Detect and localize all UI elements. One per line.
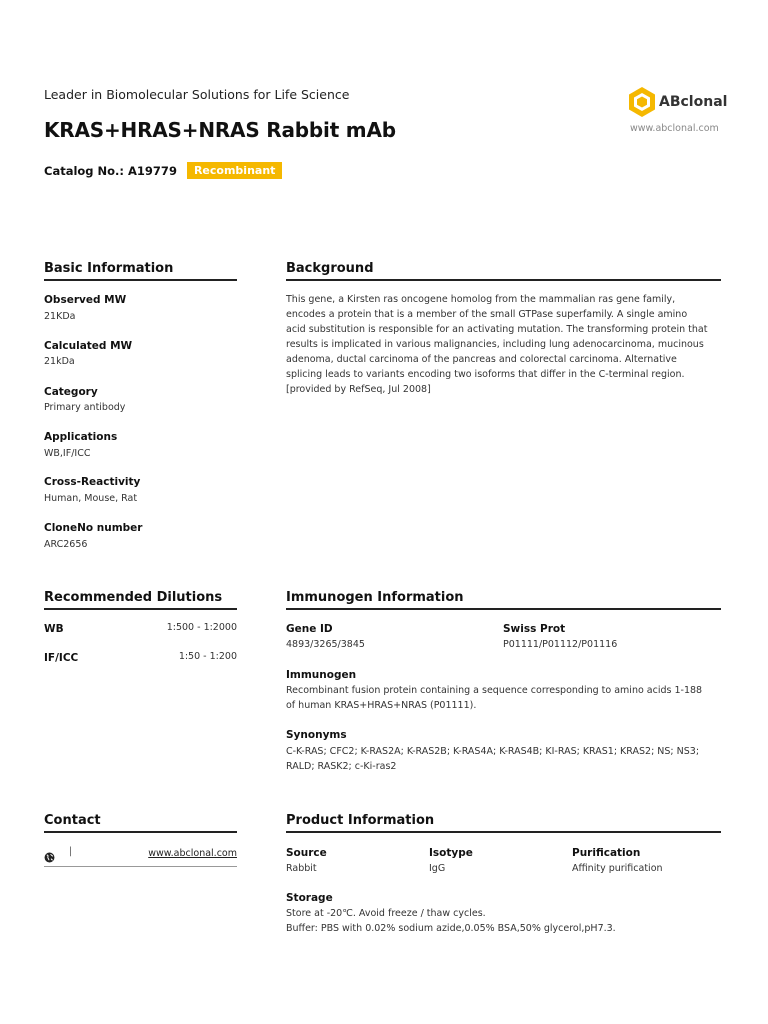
contact-heading: Contact bbox=[44, 813, 101, 828]
immunogen-line: of human KRAS+HRAS+NRAS (P01111). bbox=[286, 700, 477, 711]
applications-value: WB,IF/ICC bbox=[44, 448, 91, 459]
background-line: encodes a protein that is a member of the small GTPase superfamily. A single amino bbox=[286, 309, 688, 320]
immunogen-label: Immunogen bbox=[286, 669, 357, 681]
dilutions-divider bbox=[44, 608, 237, 610]
dilution-range-wb: 1:500 - 1:2000 bbox=[166, 622, 237, 633]
dilution-app-ificc: IF/ICC bbox=[44, 652, 79, 664]
observed-mw-label: Observed MW bbox=[44, 294, 127, 306]
source-value: Rabbit bbox=[286, 863, 317, 874]
contact-bottom-line bbox=[44, 866, 237, 867]
brand-logo bbox=[628, 86, 727, 118]
background-text bbox=[286, 292, 726, 397]
background-divider bbox=[286, 279, 721, 281]
cross-reactivity-label: Cross-Reactivity bbox=[44, 476, 141, 488]
synonyms-label: Synonyms bbox=[286, 729, 347, 741]
basic-info-divider bbox=[44, 279, 237, 281]
immunogen-heading: Immunogen Information bbox=[286, 590, 464, 605]
gene-id-label: Gene ID bbox=[286, 623, 333, 635]
immunogen-line: Recombinant fusion protein containing a sequence corresponding to amino acids 1-188 bbox=[286, 685, 703, 696]
product-title: KRAS+HRAS+NRAS Rabbit mAb bbox=[44, 118, 396, 142]
storage-text bbox=[286, 906, 726, 936]
background-line: acid substitution is responsible for an activating mutation. The transforming protein that bbox=[286, 324, 708, 335]
immunogen-text bbox=[286, 683, 726, 713]
dilution-app-wb: WB bbox=[44, 623, 64, 635]
isotype-label: Isotype bbox=[429, 847, 473, 859]
gene-id-value: 4893/3265/3845 bbox=[286, 639, 365, 650]
hexagon-logo-icon bbox=[628, 86, 656, 118]
contact-divider bbox=[44, 831, 237, 833]
category-label: Category bbox=[44, 386, 98, 398]
catalog-number: Catalog No.: A19779 bbox=[44, 163, 177, 178]
clone-number-value: ARC2656 bbox=[44, 539, 88, 550]
observed-mw-value: 21KDa bbox=[44, 311, 76, 322]
synonyms-line: C-K-RAS; CFC2; K-RAS2A; K-RAS2B; K-RAS4A; K-RAS4B; KI-RAS; KRAS1; KRAS2; NS; NS3; bbox=[286, 746, 700, 757]
source-label: Source bbox=[286, 847, 327, 859]
catalog-row bbox=[44, 162, 282, 179]
swiss-prot-label: Swiss Prot bbox=[503, 623, 566, 635]
storage-line: Store at -20℃. Avoid freeze / thaw cycles. bbox=[286, 908, 486, 919]
background-heading: Background bbox=[286, 261, 374, 276]
category-value: Primary antibody bbox=[44, 402, 126, 413]
purification-label: Purification bbox=[572, 847, 641, 859]
immunogen-divider bbox=[286, 608, 721, 610]
contact-url-link[interactable]: www.abclonal.com bbox=[148, 848, 237, 859]
synonyms-line: RALD; RASK2; c-Ki-ras2 bbox=[286, 761, 397, 772]
recombinant-badge: Recombinant bbox=[187, 162, 282, 179]
product-info-divider bbox=[286, 831, 721, 833]
contact-separator: | bbox=[69, 846, 73, 857]
basic-info-heading: Basic Information bbox=[44, 261, 174, 276]
dilutions-heading: Recommended Dilutions bbox=[44, 590, 223, 605]
background-line: splicing leads to variants encoding two isoforms that differ in the C-terminal region. bbox=[286, 369, 685, 380]
globe-icon bbox=[44, 848, 55, 867]
logo-text: ABclonal bbox=[659, 94, 728, 110]
background-line: [provided by RefSeq, Jul 2008] bbox=[286, 384, 431, 395]
cross-reactivity-value: Human, Mouse, Rat bbox=[44, 493, 138, 504]
calculated-mw-label: Calculated MW bbox=[44, 340, 133, 352]
isotype-value: IgG bbox=[429, 863, 446, 874]
tagline: Leader in Biomolecular Solutions for Life Science bbox=[44, 87, 350, 102]
storage-line: Buffer: PBS with 0.02% sodium azide,0.05% BSA,50% glycerol,pH7.3. bbox=[286, 923, 616, 934]
storage-label: Storage bbox=[286, 892, 333, 904]
calculated-mw-value: 21kDa bbox=[44, 356, 75, 367]
synonyms-text bbox=[286, 744, 726, 774]
purification-value: Affinity purification bbox=[572, 863, 663, 874]
background-line: adenoma, ductal carcinoma of the pancreas and colorectal carcinoma. Alternative bbox=[286, 354, 677, 365]
background-line: results is implicated in various malignancies, including lung adenocarcinoma, mucinous bbox=[286, 339, 704, 350]
swiss-prot-value: P01111/P01112/P01116 bbox=[503, 639, 618, 650]
product-info-heading: Product Information bbox=[286, 813, 435, 828]
dilution-range-ificc: 1:50 - 1:200 bbox=[178, 651, 237, 662]
applications-label: Applications bbox=[44, 431, 118, 443]
logo-url[interactable]: www.abclonal.com bbox=[630, 123, 719, 134]
clone-number-label: CloneNo number bbox=[44, 522, 143, 534]
background-line: This gene, a Kirsten ras oncogene homolog from the mammalian ras gene family, bbox=[286, 294, 676, 305]
